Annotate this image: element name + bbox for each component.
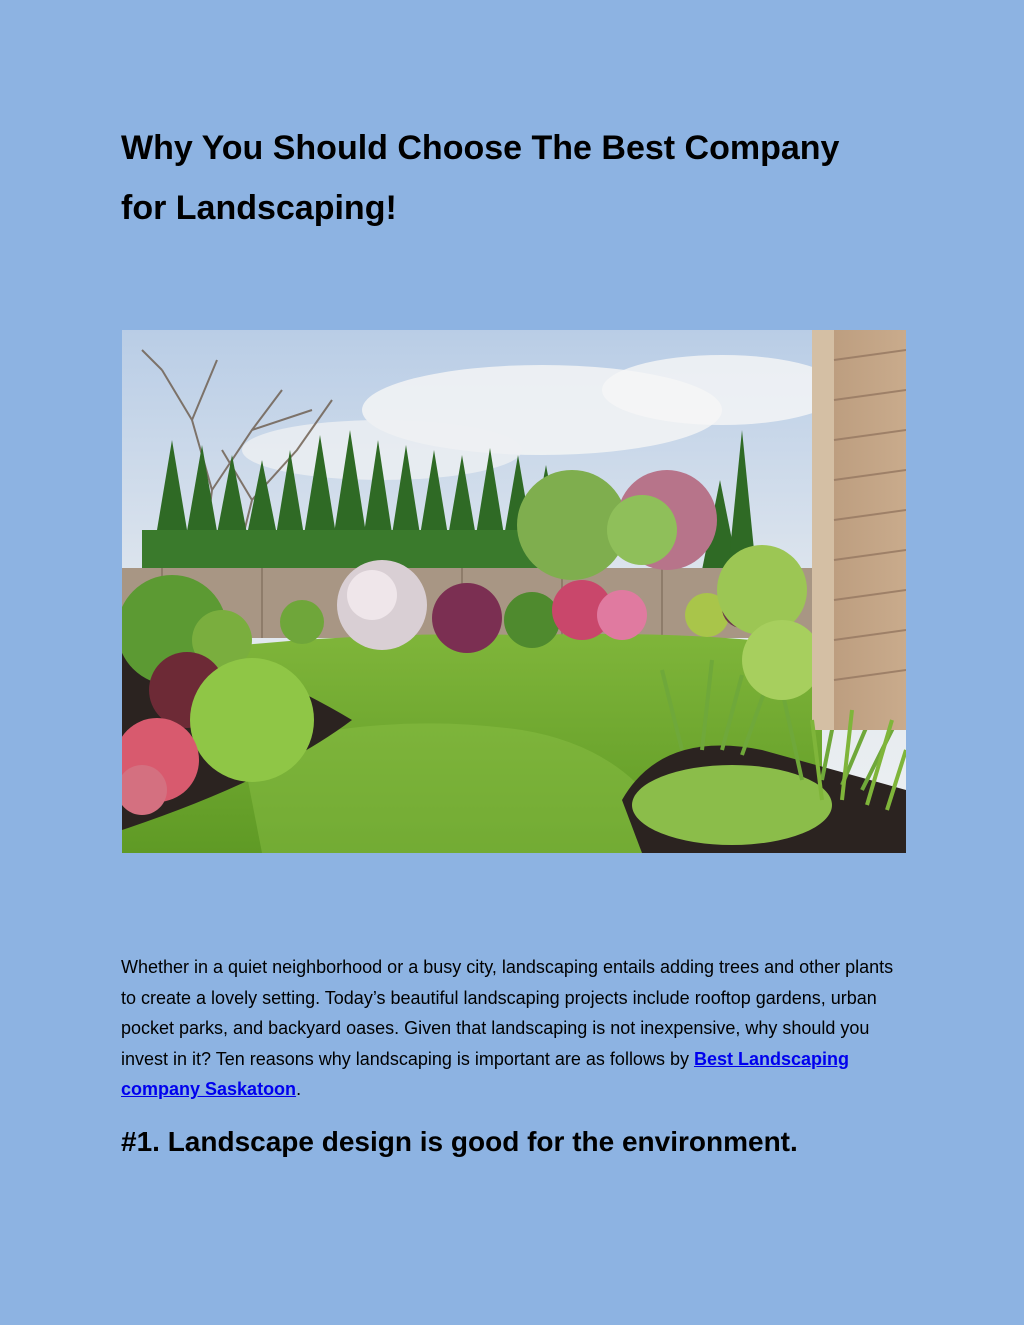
document-title	[121, 118, 921, 238]
intro-paragraph	[121, 952, 911, 1105]
title-line-2: for Landscaping!	[121, 189, 397, 227]
paragraph-text: Whether in a quiet neighborhood or a busy city, landscaping entails adding trees and other plants to create a lovely setting. Today’s beautiful landscaping projects include rooftop gardens, urban pocket parks, and backyard oases. Given that landscaping is not inexpensive, why should you invest in it? Ten reasons why landscaping is important are as follows by	[121, 957, 894, 1069]
paragraph-text-end: .	[296, 1079, 302, 1099]
landscape-photo	[122, 330, 906, 853]
title-line-1: Why You Should Choose The Best Company	[121, 129, 840, 167]
section-heading: #1. Landscape design is good for the environment.	[121, 1126, 798, 1157]
best-landscaping-link[interactable]: Best Landscaping company Saskatoon	[121, 1048, 849, 1099]
landscape-photo-illustration	[122, 330, 906, 853]
